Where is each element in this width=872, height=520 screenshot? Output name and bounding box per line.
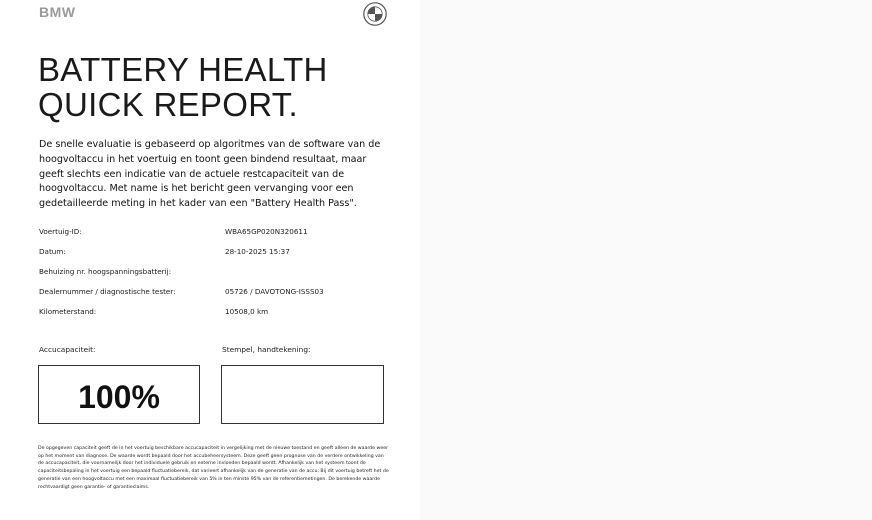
field-row-date [39, 244, 399, 264]
field-label: Kilometerstand: [39, 307, 97, 316]
field-value: 10508,0 km [225, 307, 269, 316]
disclaimer-text: De opgegeven capaciteit geeft de in het voertuig beschikbare accucapaciteit in vergelijking met de nieuwe toestand en geeft alleen de waarde weer op het moment van diagnose. De waarde wordt bepaald door het accubeheersysteem. Deze geeft geen prognose van de verdere ontwikkeling van de accucapaciteit, die voornamelijk door het individuele gebruik en externe invloeden bepaald wordt. Afhankelijk van het systeem toont de capaciteitsbepaling in het voertuig een bepaald fluctuatiebereik, dat varieert afhankelijk van de generatie van de accu. Bij dit voertuig betreft het de generatie van een hoogvoltaccu met een maximaal fluctuatiebereik van 5% in ten minste 95% van de referentiemetingen. De berekende waarde rechtvaardigt geen garantie- of garantieclaims. [38, 446, 389, 490]
field-row-vehicle-id [39, 224, 399, 244]
signature-box [221, 365, 384, 424]
field-label: Dealernummer / diagnostische tester: [39, 287, 176, 296]
field-value: WBA65GP020N320611 [225, 227, 308, 236]
field-label: Voertuig-ID: [39, 227, 82, 236]
field-label: Datum: [39, 247, 66, 256]
field-row-battery-housing [39, 264, 399, 284]
intro-paragraph: De snelle evaluatie is gebaseerd op algoritmes van de software van de hoogvoltaccu in het voertuig en toont geen bindend resultaat, maar geeft slechts een indicatie van de actuele restcapaciteit van de hoogvoltaccu. Met name is het bericht geen vervanging voor een gedetailleerde meting in het kader van een "Battery Health Pass". [39, 139, 381, 210]
signature-label: Stempel, handtekening: [222, 345, 311, 354]
brand-wordmark: BMW [39, 4, 76, 20]
report-document [0, 0, 420, 520]
capacity-label: Accucapaciteit: [39, 345, 96, 354]
bmw-roundel-icon [363, 2, 387, 26]
field-row-dealer-tester [39, 284, 399, 304]
report-title [38, 52, 328, 122]
field-value: 28-10-2025 15:37 [225, 247, 290, 256]
title-line-2: QUICK REPORT. [38, 86, 299, 123]
field-value: 05726 / DAVOTONG-ISSS03 [225, 287, 324, 296]
vehicle-info-fields [39, 224, 399, 324]
blank-area [420, 0, 872, 520]
title-line-1: BATTERY HEALTH [38, 51, 328, 88]
capacity-value: 100% [78, 379, 160, 415]
field-row-mileage [39, 304, 399, 324]
capacity-box [38, 365, 200, 424]
field-label: Behuizing nr. hoogspanningsbatterij: [39, 267, 172, 276]
